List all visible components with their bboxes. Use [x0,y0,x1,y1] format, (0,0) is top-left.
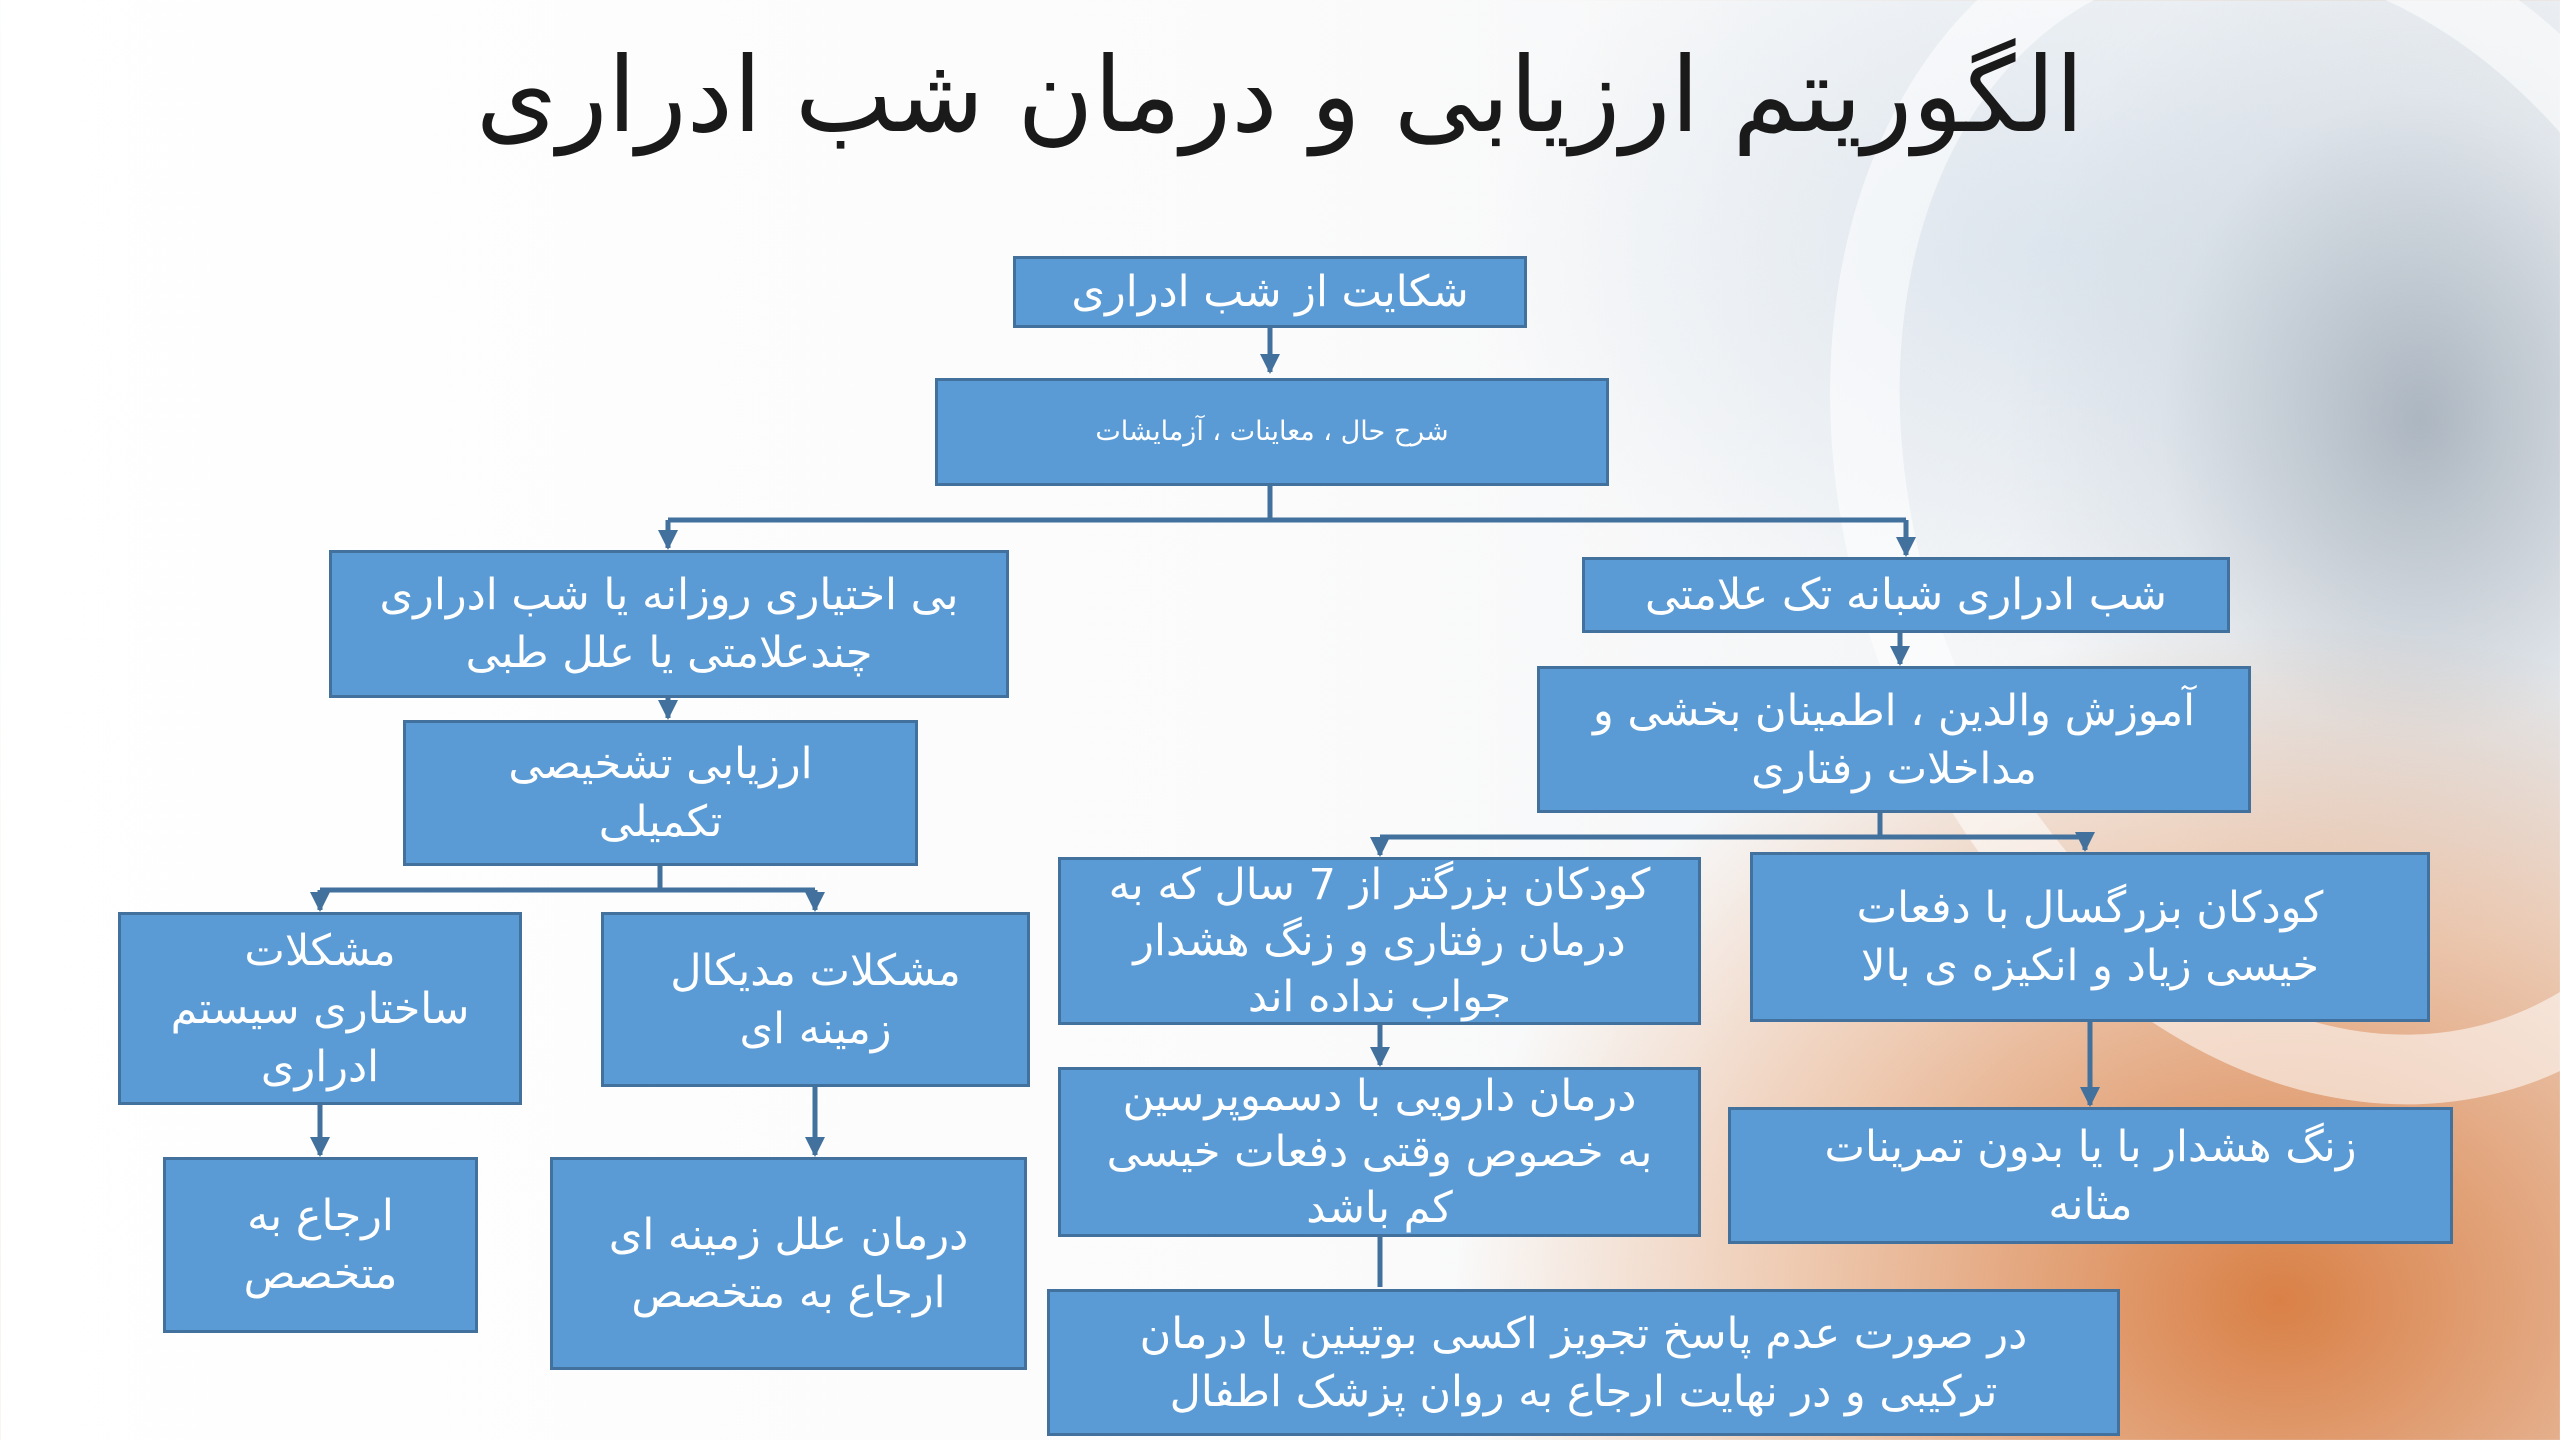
node-medical-problems [601,912,1030,1087]
node-older-children-7-text: کودکان بزرگتر از 7 سال که به درمان رفتاری و زنگ هشدار جواب نداده اند [1108,860,1651,1022]
node-parent-education [1537,666,2251,813]
node-treat-underlying [550,1157,1027,1370]
node-alarm-bladder-text: زنگ هشدار با یا بدون تمرینات مثانه [1824,1121,2357,1230]
node-desmopressin-text: درمان دارویی با دسموپرسین به خصوص وقتی دفعات خیسی کم باشد [1106,1071,1653,1233]
node-parent-education-text: آموزش والدین ، اطمینان بخشی و مداخلات رفتاری [1592,685,2196,794]
node-complementary-assessment-text: ارزیابی تشخیصی تکمیلی [508,739,813,847]
node-older-children-motivated-text: کودکان بزرگسال با دفعات خیسی زیاد و انکیزه ی بالا [1856,883,2324,991]
node-structural-problems [118,912,522,1105]
node-daytime-incontinence [329,550,1009,698]
node-older-children-motivated [1750,852,2430,1022]
node-no-response-text: در صورت عدم پاسخ تجویز اکسی بوتینین یا درمان ترکیبی و در نهایت ارجاع به روان پزشک اطفال [1139,1308,2028,1417]
node-older-children-7 [1058,857,1701,1025]
node-treat-underlying-text: درمان علل زمینه ای ارجاع به متخصص [608,1209,969,1318]
node-alarm-bladder [1728,1107,2453,1244]
node-desmopressin [1058,1067,1701,1237]
node-refer-specialist-text: ارجاع به متخصص [243,1191,398,1299]
node-monosymptomatic-text: شب ادراری شبانه تک علامتی [1645,570,2167,620]
node-complaint-text: شکایت از شب ادراری [1071,267,1469,317]
node-no-response [1047,1289,2120,1436]
node-structural-problems-text: مشکلات ساختاری سیستم ادراری [170,925,470,1092]
node-history-text: شرح حال ، معاینات ، آزمایشات [1095,416,1449,447]
node-medical-problems-text: مشکلات مدیکال زمینه ای [670,945,961,1054]
slide-title: الگوریتم ارزیابی و درمان شب ادراری [475,34,2085,156]
node-complementary-assessment [403,720,918,866]
node-complaint [1013,256,1527,328]
node-monosymptomatic [1582,557,2230,633]
node-refer-specialist [163,1157,478,1333]
node-daytime-incontinence-text: بی اختیاری روزانه یا شب ادراری چندعلامتی یا علل طبی [379,570,959,678]
node-history [935,378,1609,486]
